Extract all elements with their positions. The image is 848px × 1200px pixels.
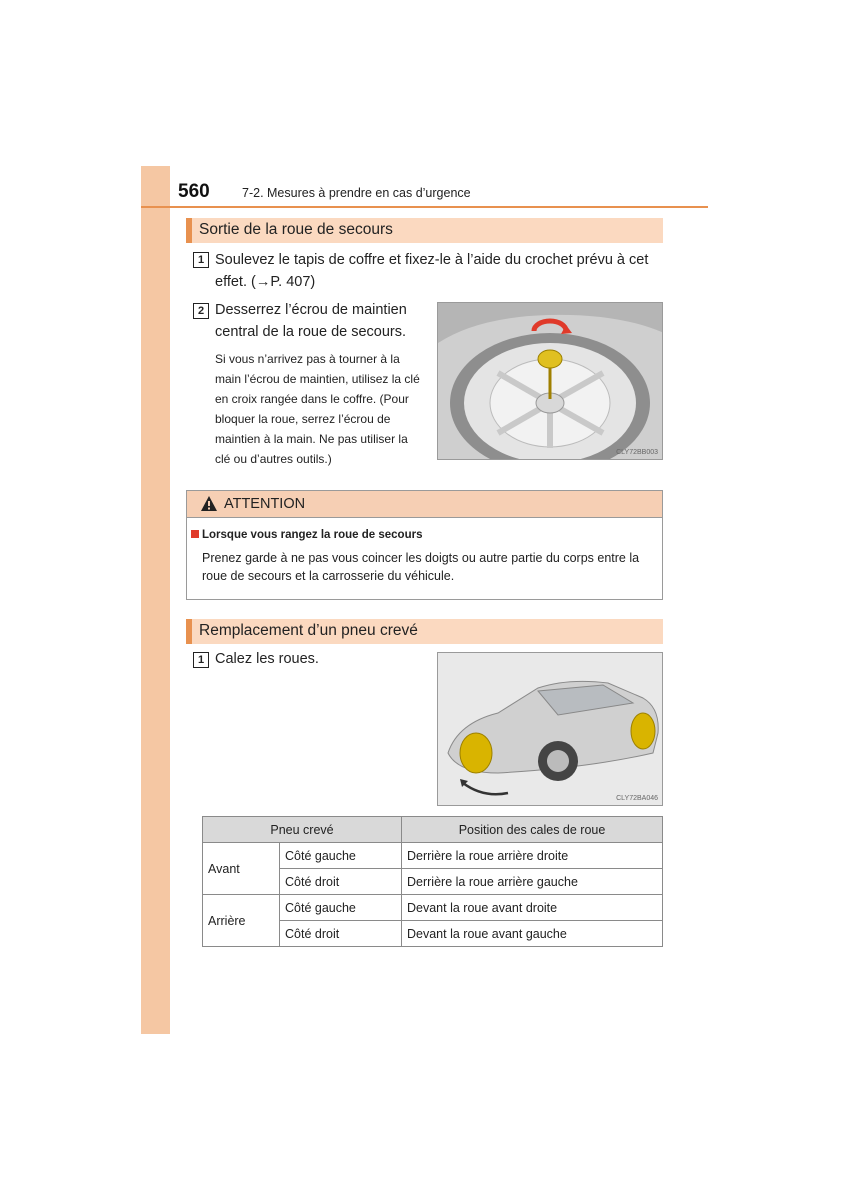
figure-code: CLY72BB003 (616, 449, 658, 456)
attention-header (187, 491, 662, 518)
header-flat-tire: Pneu crevé (203, 817, 402, 843)
section-heading-spare-wheel (186, 218, 663, 243)
figure-code: CLY72BA046 (616, 795, 658, 802)
side-cell: Côté droit (280, 921, 402, 947)
step-text: Desserrez l’écrou de maintien central de la roue de secours. (215, 302, 407, 340)
table-header-row (203, 817, 663, 843)
chapter-title: 7-2. Mesures à prendre en cas d’urgence (242, 186, 471, 200)
red-square-icon (191, 530, 199, 538)
attention-body: Prenez garde à ne pas vous coincer les doigts ou autre partie du corps entre la roue de secours et la carrosserie du véhicule. (202, 551, 640, 583)
side-cell: Côté droit (280, 869, 402, 895)
side-tab-strip (141, 166, 170, 1034)
side-cell: Côté gauche (280, 843, 402, 869)
step-text: Soulevez le tapis de coffre et fixez-le à l’aide du crochet prévu à cet effet. (→P. 407) (215, 252, 649, 290)
wheel-chock-table (202, 816, 663, 947)
step-number-box: 2 (193, 303, 209, 319)
table-row (203, 895, 663, 921)
position-cell: Derrière la roue arrière gauche (402, 869, 663, 895)
step-number-box: 1 (193, 252, 209, 268)
step-note: Si vous n’arrivez pas à tourner à la main l’écrou de maintien, utilisez la clé en croix rangée dans le coffre. (Pour bloquer la roue, serrez l’écrou de maintien à la main. Ne pas utiliser la clé ou d’autres outils.) (215, 352, 420, 466)
wheel-chocks-illustration (437, 652, 663, 806)
step-number-box: 1 (193, 652, 209, 668)
header-rule (141, 206, 708, 208)
attention-subtitle: Lorsque vous rangez la roue de secours (191, 529, 422, 541)
attention-title: ATTENTION (224, 496, 306, 512)
header-chock-position: Position des cales de roue (402, 817, 663, 843)
group-label: Avant (203, 843, 280, 895)
side-cell: Côté gauche (280, 895, 402, 921)
position-cell: Devant la roue avant droite (402, 895, 663, 921)
car-with-chocks-drawing (438, 653, 663, 806)
group-label: Arrière (203, 895, 280, 947)
section-heading-flat-tire (186, 619, 663, 644)
position-cell: Derrière la roue arrière droite (402, 843, 663, 869)
section-title: Remplacement d’un pneu crevé (199, 622, 418, 639)
spare-wheel-illustration (437, 302, 663, 460)
attention-box (186, 490, 663, 600)
table-row (203, 843, 663, 869)
section-title: Sortie de la roue de secours (199, 221, 393, 238)
page-number: 560 (178, 181, 210, 202)
warning-icon (200, 495, 218, 512)
spare-wheel-drawing (438, 303, 663, 460)
step-text: Calez les roues. (215, 651, 319, 667)
position-cell: Devant la roue avant gauche (402, 921, 663, 947)
